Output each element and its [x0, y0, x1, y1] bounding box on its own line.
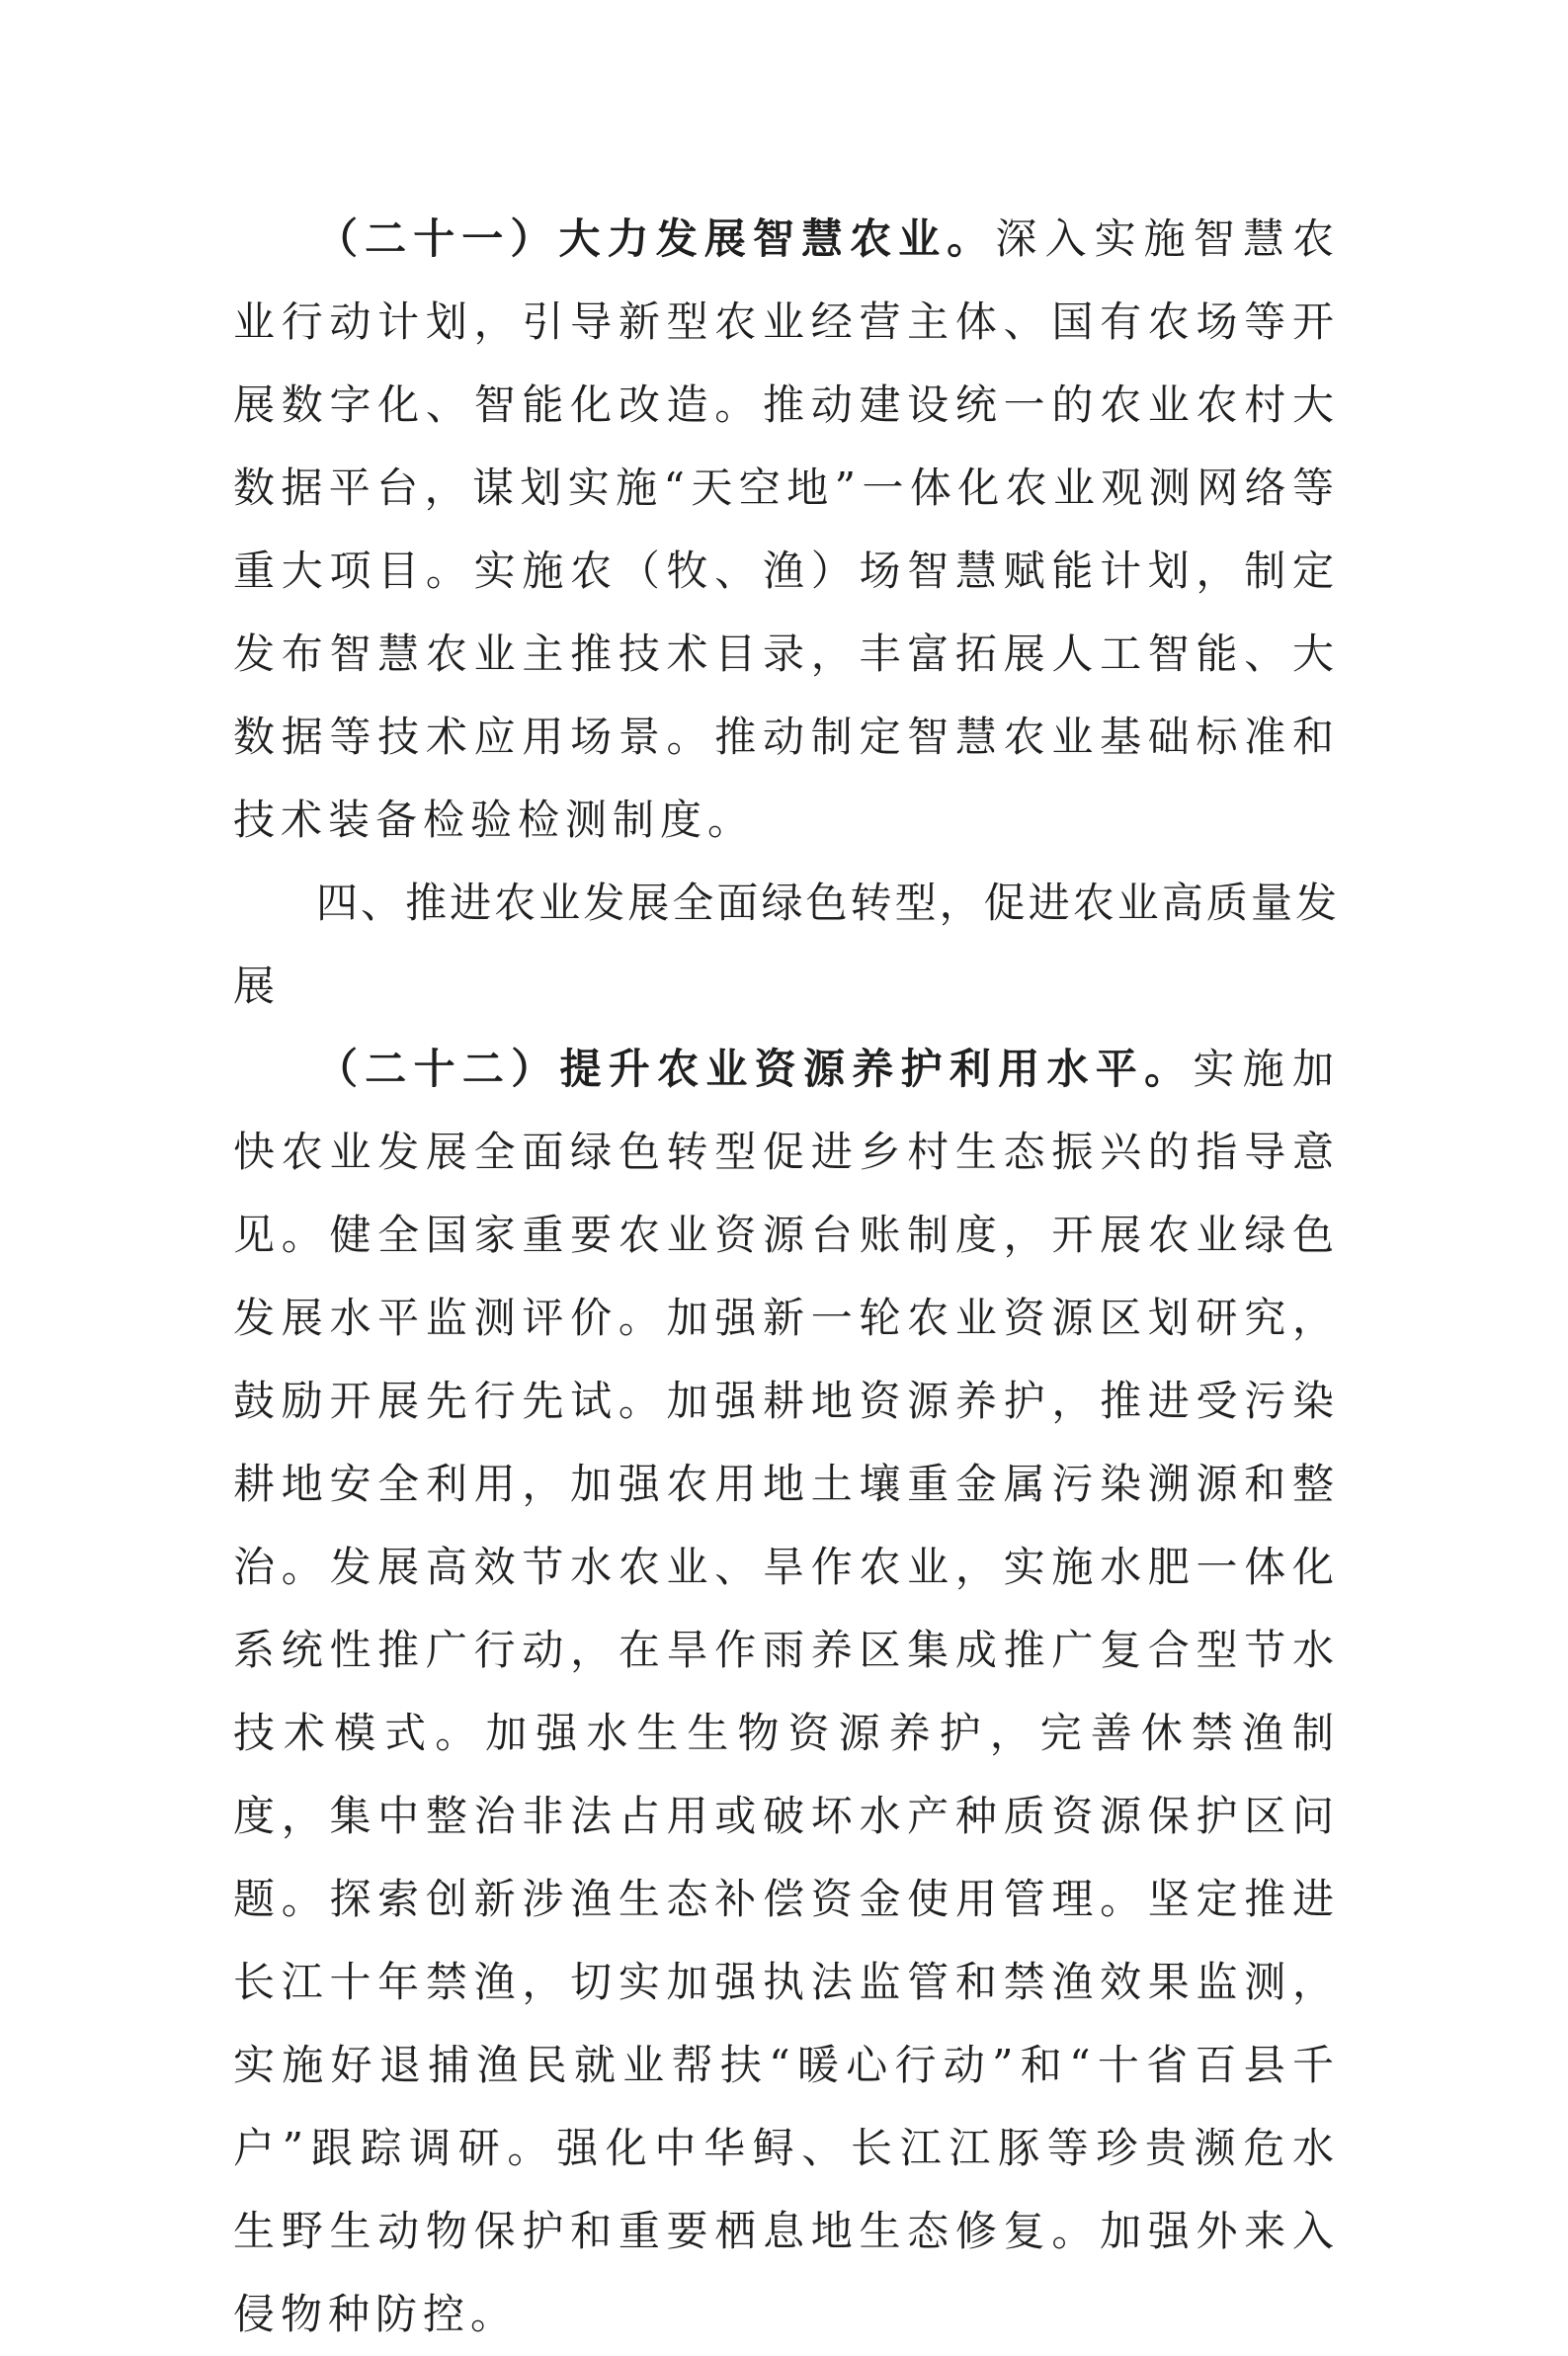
paragraph-smart-agriculture	[233, 198, 1340, 862]
section-lead-21: （二十一）大力发展智慧农业。	[316, 214, 996, 263]
document-page	[233, 198, 1340, 2356]
section-body-21: 深入实施智慧农业行动计划，引导新型农业经营主体、国有农场等开展数字化、智能化改造。推动建设统一的农业农村大数据平台，谋划实施“天空地”一体化农业观测网络等重大项目。实施农（牧、渔）场智慧赋能计划，制定发布智慧农业主推技术目录，丰富拓展人工智能、大数据等技术应用场景。推动制定智慧农业基础标准和技术装备检验检测制度。	[233, 214, 1340, 844]
section-body-22: 实施加快农业发展全面绿色转型促进乡村生态振兴的指导意见。健全国家重要农业资源台账制度，开展农业绿色发展水平监测评价。加强新一轮农业资源区划研究，鼓励开展先行先试。加强耕地资源养护，推进受污染耕地安全利用，加强农用地土壤重金属污染溯源和整治。发展高效节水农业、旱作农业，实施水肥一体化系统性推广行动，在旱作雨养区集成推广复合型节水技术模式。加强水生生物资源养护，完善休禁渔制度，集中整治非法占用或破坏水产种质资源保护区问题。探索创新涉渔生态补偿资金使用管理。坚定推进长江十年禁渔，切实加强执法监管和禁渔效果监测，实施好退捕渔民就业帮扶“暖心行动”和“十省百县千户”跟踪调研。强化中华鲟、长江江豚等珍贵濒危水生野生动物保护和重要栖息地生态修复。加强外来入侵物种防控。	[233, 1045, 1340, 2338]
section-heading-4: 四、推进农业发展全面绿色转型，促进农业高质量发展	[233, 879, 1340, 1010]
paragraph-resource-protection	[233, 1028, 1340, 2356]
section-lead-22: （二十二）提升农业资源养护利用水平。	[316, 1045, 1194, 1093]
